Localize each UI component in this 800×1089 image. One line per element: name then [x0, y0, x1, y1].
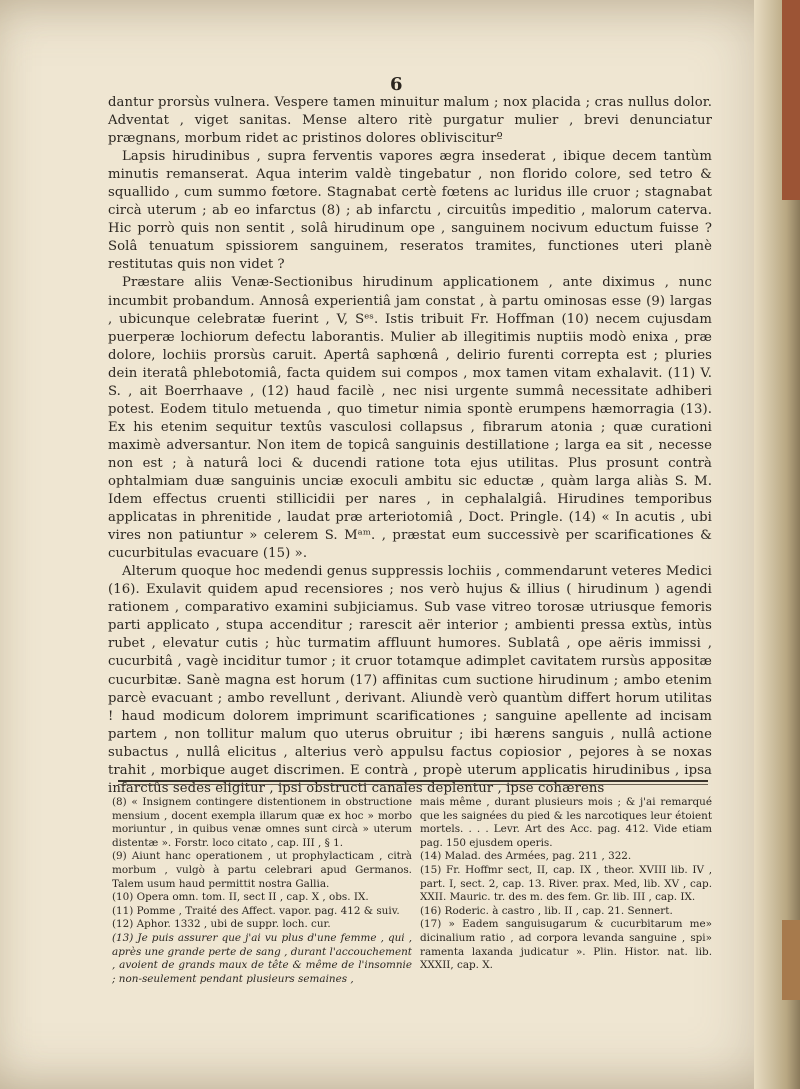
- page-edge: [754, 0, 800, 1089]
- footnote: (14) Malad. des Armées, pag. 211 , 322.: [420, 850, 632, 863]
- footnote: (15) Fr. Hoffmr sect, II, cap. IX , theor. XVIII lib. IV , part. I, sect. 2, cap. 13. River. prax. Med, lib. XV , cap. XXII. Mauric. tr. des m. des fem. Gr. lib. III , cap. IX.: [420, 863, 712, 904]
- footnote: (17) » Eadem sanguisugarum & cucurbitarum me» dicinalium ratio , ad corpora levanda sanguine , spi» ramenta laxanda judicatur ». Plin. Histor. nat. lib. XXXII, cap. X.: [420, 918, 712, 972]
- page-number: 6: [390, 74, 403, 95]
- footnotes-left: [112, 796, 412, 986]
- paragraph: Præstare aliis Venæ-Sectionibus hirudinum applicationem , ante diximus , nunc incumbit probandum. Annosâ experientiâ jam constat , à partu ominosas esse (9) largas , ubicunque celebratæ fuerint , V, Sᵉˢ. Istis tribuit Fr. Hoffman (10) necem cujusdam puerperæ lochiorum defectu laborantis. Mulier ab illegitimis nuptiis modò enixa , præ dolore, lochiis prorsùs caruit. Apertâ saphœnâ , delirio furenti correpta est ; pluries dein iteratâ phlebotomiâ, facta quidem sui compos , mox tamen vitam exhalavit. (11) V. S. , ait Boerrhaave , (12) haud facilè , nec nisi urgente summâ necessitate adhiberi potest. Eodem titulo metuenda , quo timetur nimia spontè erumpens hæmorragia (13). Ex his etenim sequitur textûs vasculosi collapsus , fibrarum atonia ; quæ curationi maximè adversantur. Non item de topicâ sanguinis destillatione ; larga ea sit , necesse non est ; à naturâ loci & ducendi ratione tota ejus utilitas. Plus prosunt contrà ophtalmiam duæ sanguinis unciæ exoculi ambitu sic eductæ , quàm larga aliàs S. M. Idem effectus cruenti stillicidii per nares , in cephalalgiâ. Hirudines temporibus applicatas in phrenitide , laudat præ arteriotomiâ , Doct. Pringle. (14) « In acutis , ubi vires non patiuntur » celerem S. Mᵃᵐ. , præstat eum successivè per scarificationes & cucurbitulas evacuare (15) ».: [108, 275, 712, 562]
- footnotes-right: [420, 796, 712, 973]
- footnote: (13) Je puis assurer que j'ai vu plus d'une femme , qui , après une grande perte de sang , durant l'accouchement , avoient de grands maux de tête & même de l'insomnie ; non-seulement pendant plusieurs semaines ,: [112, 931, 412, 985]
- footnote: (12) Aphor. 1332 , ubi de suppr. loch. cur.: [112, 918, 331, 931]
- footnote: (11) Pomme , Traité des Affect. vapor. pag. 412 & suiv.: [112, 904, 400, 917]
- footnote: (10) Opera omn. tom. II, sect II , cap. X , obs. IX.: [112, 891, 369, 904]
- footnote: mais même , durant plusieurs mois ; & j'ai remarqué que les saignées du pied & les narcotiques leur étoient mortels. . . . Levr. Art des Acc. pag. 412. Vide etiam pag. 150 ejusdem operis.: [420, 796, 712, 849]
- footnote: (9) Aiunt hanc operationem , ut prophylacticam , citrà morbum , vulgò à partu celebrari apud Germanos. Talem usum haud permittit nostra Gallia.: [112, 850, 412, 890]
- paragraph: Alterum quoque hoc medendi genus suppressis lochiis , commendarunt veteres Medici (16). Exulavit quidem apud recensiores ; nos verò hujus & illius ( hirudinum ) agendi rationem , comparativo examini subjiciamus. Sub vase vitreo torosæ utriusque femoris parti applicato , stupa accenditur ; rarescit aër interior ; ambienti pressa extùs, intùs rubet , elevatur cutis ; hùc turmatim affluunt humores. Sublatâ , ope aëris immissi , cucurbitâ , vagè inciditur tumor ; it cruor totamque adimplet cavitatem rursùs appositæ cucurbitæ. Sanè magna est horum (17) affinitas cum suctione hirudinum ; ambo etenim parcè evacuant ; ambo revellunt , derivant. Aliundè verò quantùm differt horum utilitas ! haud modicum dolorem imprimunt scarificationes ; sanguine apellente ad incisam partem , non tollitur malum quo uterus obruitur ; ibi hærens sanguis , nullâ actione subactus , nullâ elicitus , alterius verò appulsu factus copiosior , pejores à se noxas trahit , morbique auget discrimen. E contrà , propè uterum applicatis hirudinibus , ipsa infarctûs sedes eligitur , ipsi obstructi canales deplentur , ipse cohærens: [108, 564, 712, 796]
- footnote: (8) « Insignem contingere distentionem in obstructione mensium , docent exempla illarum quæ ex hoc » morbo moriuntur , in quibus venæ omnes sunt circà » uterum distentæ ». Forstr. loco citato , cap. III , § 1.: [112, 796, 412, 849]
- paragraph: dantur prorsùs vulnera. Vespere tamen minuitur malum ; nox placida ; cras nullus dolor. Adventat , viget sanitas. Mense altero ritè purgatur mulier , brevi denunciatur prægnans, morbum ridet ac pristinos dolores oblivisciturº: [108, 95, 712, 147]
- main-text: [108, 94, 712, 798]
- footnote: (16) Roderic. à castro , lib. II , cap. 21. Sennert.: [420, 904, 673, 917]
- footnote-rule: [118, 784, 708, 785]
- footnote-rule: [118, 780, 708, 782]
- paragraph: Lapsis hirudinibus , supra ferventis vapores ægra insederat , ibique decem tantùm minutis remanserat. Aqua interim valdè tingebatur , non florido colore, sed tetro & squallido , cum summo fœtore. Stagnabat certè fœtens ac luridus ille cruor ; stagnabat circà uterum ; ab eo infarctus (8) ; ab infarctu , circuitûs impeditio , malorum caterva. Hic porrò quis non sentit , solâ hirudinum ope , sanguinem nocivum eductum fuisse ? Solâ tenuatum spissiorem sanguinem, reseratos tramites, functiones uteri planè restitutas quis non videt ?: [108, 149, 712, 273]
- binding-tab: [782, 920, 800, 1000]
- binding-tab: [782, 0, 800, 200]
